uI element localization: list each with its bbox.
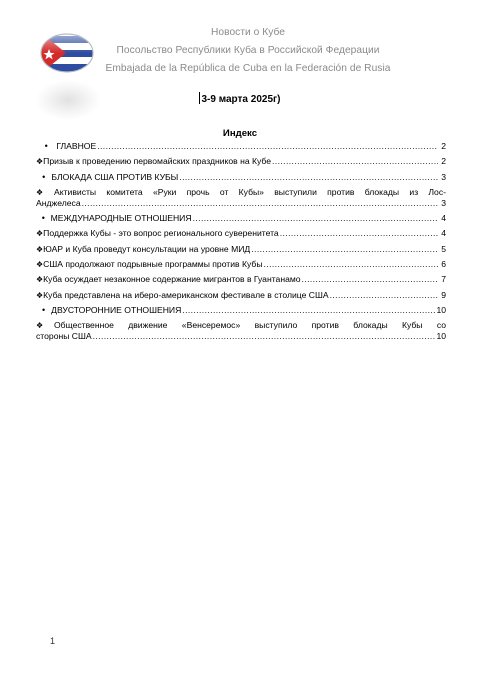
toc-page-number: 3 — [441, 197, 446, 208]
toc-leader-dots — [263, 259, 439, 270]
diamond-bullet-icon: ❖ — [36, 260, 44, 270]
diamond-bullet-icon: ❖ — [36, 290, 44, 300]
toc-page-number: 2 — [441, 141, 446, 151]
toc-entry-text: ГЛАВНОЕ — [56, 141, 97, 151]
toc-leader-dots — [192, 213, 438, 224]
toc-page-number: 2 — [441, 156, 446, 167]
toc-entry-south-africa[interactable] — [36, 244, 446, 255]
bullet-icon: • — [44, 141, 48, 151]
toc-entry-hands-off-cuba[interactable] — [36, 187, 446, 209]
toc-page-number: 4 — [441, 228, 446, 239]
toc-entry-venceremos[interactable] — [36, 320, 446, 342]
toc-leader-dots — [96, 141, 438, 152]
toc-leader-dots — [181, 305, 436, 316]
toc-entry-guantanamo[interactable] — [36, 274, 446, 285]
toc-entry-text-continued: Анджелеса — [36, 197, 81, 208]
toc-page-number: 10 — [436, 304, 446, 315]
toc-leader-dots — [81, 198, 438, 209]
toc-entry-text: ДВУСТОРОННИЕ ОТНОШЕНИЯ — [51, 304, 182, 315]
date-range-text: 3-9 марта 2025г) — [201, 94, 281, 105]
toc-page-number: 10 — [436, 331, 446, 342]
diamond-bullet-icon: ❖ — [36, 275, 44, 285]
toc-entry-text: Поддержка Кубы - это вопрос регионального суверенитета — [43, 228, 279, 239]
toc-entry-text: ЮАР и Куба проведут консультации на уровне МИД — [43, 243, 251, 254]
toc-entry-text: БЛОКАДА США ПРОТИВ КУБЫ — [51, 171, 179, 182]
cuba-flag-oval-icon — [40, 32, 94, 74]
toc-entry-bilateral[interactable] — [36, 305, 446, 316]
toc-page-number: 5 — [441, 243, 446, 254]
toc-page-number: 3 — [441, 171, 446, 182]
toc-entry-text: Призыв к проведению первомайских праздников на Кубе — [43, 156, 272, 167]
toc-page-number: 7 — [441, 274, 446, 285]
toc-entry-blockade[interactable] — [36, 172, 446, 183]
toc-entry-subversive-programs[interactable] — [36, 259, 446, 270]
toc-title: Индекс — [222, 128, 258, 139]
bullet-icon: • — [41, 213, 45, 224]
bullet-icon: • — [41, 304, 46, 315]
toc-page-number: 9 — [441, 289, 446, 300]
toc-entry-text: Общественное движение «Венсеремос» выступило против блокады Кубы со — [54, 320, 446, 331]
diamond-bullet-icon: ❖ — [36, 187, 44, 197]
toc-page-number: 6 — [441, 259, 446, 270]
toc-entry-may-day[interactable] — [36, 156, 446, 167]
diamond-bullet-icon: ❖ — [36, 244, 44, 254]
header-title: Новости о Кубе — [211, 27, 285, 38]
toc-entry-festival[interactable] — [36, 290, 446, 301]
toc-entry-text: Куба представлена на иберо-американском фестивале в столице США — [43, 289, 329, 300]
bullet-icon: • — [42, 171, 46, 182]
diamond-bullet-icon: ❖ — [36, 229, 44, 239]
toc-entry-text: США продолжают подрывные программы против Кубы — [43, 259, 263, 270]
table-of-contents — [36, 141, 446, 347]
toc-leader-dots — [279, 228, 438, 239]
toc-leader-dots — [250, 244, 438, 255]
toc-entry-text: Куба осуждает незаконное содержание мигрантов в Гуантанамо — [43, 274, 301, 285]
toc-entry-sovereignty[interactable] — [36, 228, 446, 239]
toc-entry-text: Активисты комитета «Руки прочь от Кубы» выступили против блокады из Лос- — [54, 186, 446, 197]
header-embassy-es: Embajada de la República de Cuba en la Federación de Rusia — [105, 63, 391, 74]
toc-leader-dots — [271, 156, 438, 167]
toc-entry-international[interactable] — [36, 213, 446, 224]
toc-leader-dots — [178, 172, 438, 183]
diamond-bullet-icon: ❖ — [36, 321, 44, 331]
toc-entry-text: МЕЖДУНАРОДНЫЕ ОТНОШЕНИЯ — [50, 213, 192, 224]
toc-leader-dots — [329, 290, 438, 301]
toc-leader-dots — [301, 274, 438, 285]
date-range — [0, 92, 480, 105]
toc-entry-text-continued: стороны США — [36, 331, 92, 342]
header-embassy-ru: Посольство Республики Куба в Российской Федерации — [116, 45, 380, 56]
toc-entry-main[interactable] — [36, 141, 446, 152]
toc-leader-dots — [92, 331, 437, 342]
page-number: 1 — [50, 636, 56, 646]
diamond-bullet-icon: ❖ — [36, 157, 44, 167]
toc-page-number: 4 — [441, 213, 446, 224]
